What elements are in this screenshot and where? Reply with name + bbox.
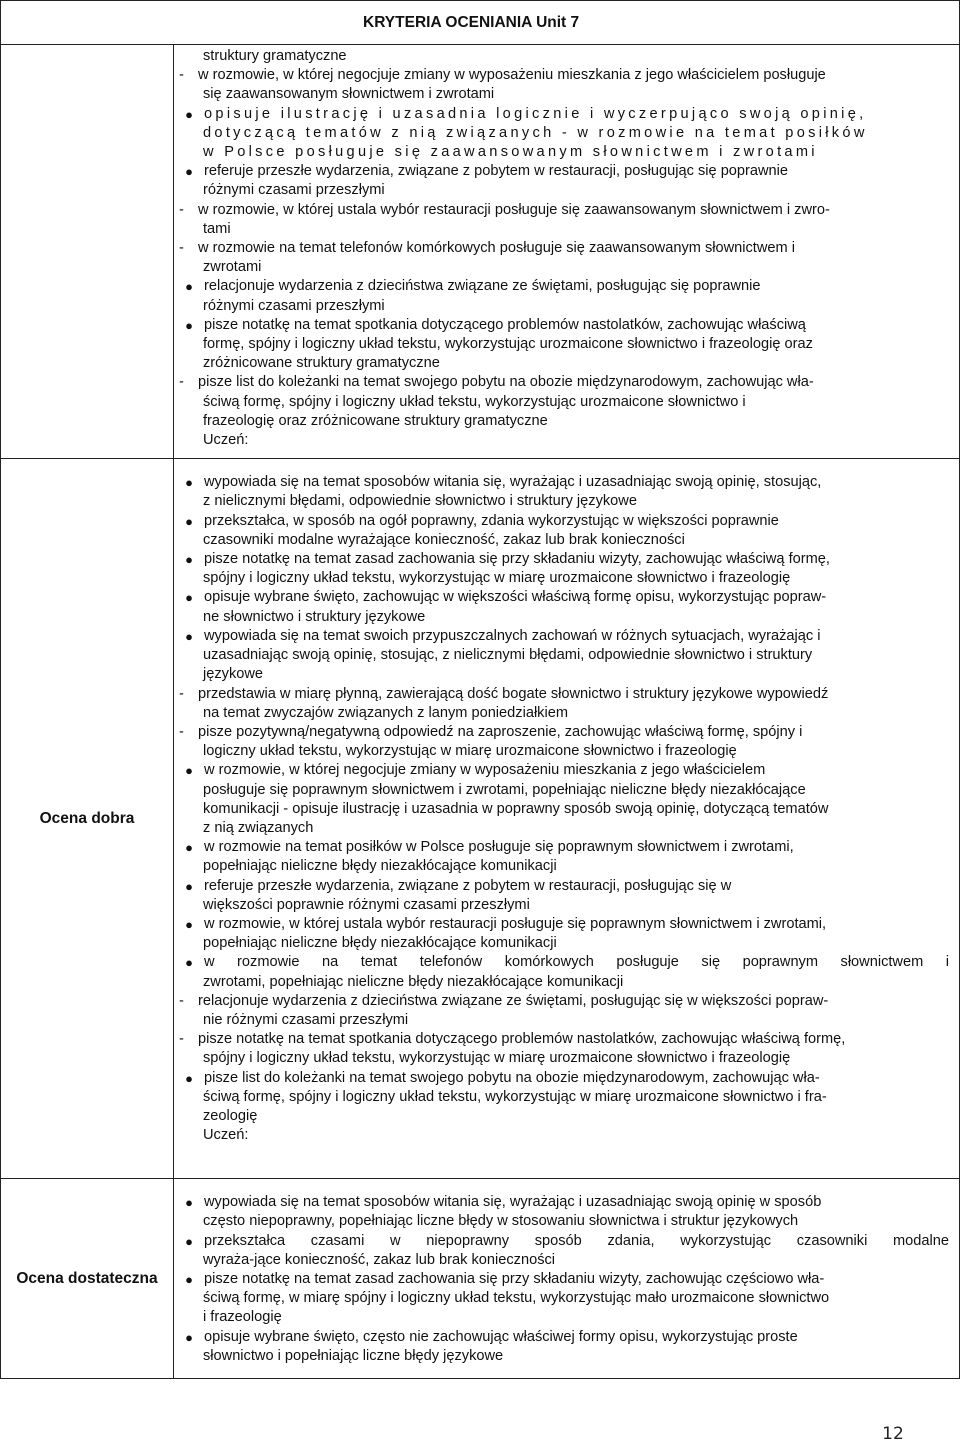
criterion-text: przekształca, w sposób na ogół poprawny, zdania wykorzystując w większości poprawnie: [204, 512, 779, 529]
grade-label: Ocena dobra: [1, 459, 174, 1179]
page-number: 12: [882, 1424, 904, 1444]
bullet-icon: ●: [185, 317, 193, 333]
dash-icon: -: [179, 1031, 184, 1048]
criterion-text: referuje przeszłe wydarzenia, związane z pobytem w restauracji, posługując się poprawnie: [204, 163, 789, 180]
header-row: [1, 1, 960, 45]
criterion-dash: [174, 66, 949, 85]
bullet-icon: ●: [185, 628, 193, 644]
criterion-bullet: [174, 1193, 949, 1212]
criterion-continuation: spójny i logiczny układ tekstu, wykorzystując w miarę urozmaicone słownictwo i frazeologię: [203, 1050, 791, 1067]
criterion-continuation: popełniając nieliczne błędy niezakłócające komunikacji: [203, 858, 557, 875]
criterion-continuation: na temat zwyczajów związanych z lanym poniedziałkiem: [203, 704, 568, 721]
spacer: [174, 461, 949, 473]
criterion-continuation: często niepoprawny, popełniając liczne błędy w stosowaniu słownictwa i struktur językowych: [203, 1213, 799, 1230]
dash-icon: -: [179, 240, 184, 257]
criterion-continuation: zeologię: [203, 1107, 258, 1124]
criterion-dash: [174, 992, 949, 1011]
criterion-text: w rozmowie, w której negocjuje zmiany w wyposażeniu mieszkania z jego właścicielem: [204, 762, 766, 779]
header-cell: [1, 1, 960, 45]
criterion-continuation: uzasadniając swoją opinię, stosując, z nielicznymi błędami, odpowiednie słownictwo i struktury: [203, 647, 813, 664]
criterion-bullet: [174, 277, 949, 296]
criterion-continuation: nie różnymi czasami przeszłymi: [203, 1011, 409, 1028]
criterion-continuation: wyraża-jące konieczność, zakaz lub brak konieczności: [203, 1251, 556, 1268]
criterion-continuation: logiczny układ tekstu, wykorzystując w miarę urozmaicone słownictwo i frazeologię: [203, 743, 737, 760]
bullet-icon: ●: [185, 1233, 193, 1249]
criterion-text: pisze notatkę na temat zasad zachowania się przy składaniu wizyty, zachowując właściwą formę,: [204, 551, 830, 568]
criterion-bullet: [174, 761, 949, 780]
criteria-cell: [174, 45, 960, 459]
bullet-icon: ●: [185, 1329, 193, 1345]
bullet-icon: ●: [185, 513, 193, 529]
criterion-continuation: struktury gramatyczne: [203, 48, 347, 64]
grade-label: Ocena dostateczna: [1, 1179, 174, 1379]
bullet-icon: ●: [185, 164, 193, 180]
criterion-bullet: [174, 473, 949, 492]
criterion-dash: [174, 723, 949, 742]
criterion-continuation: słownictwo i popełniając liczne błędy językowe: [203, 1347, 504, 1364]
criterion-text: wypowiada się na temat sposobów witania się, wyrażając i uzasadniając swoją opinię, stosując,: [204, 474, 822, 491]
criterion-continuation: dotyczącą tematów z nią związanych - w rozmowie na temat posiłków: [203, 124, 868, 141]
criterion-text: pisze list do koleżanki na temat swojego pobytu na obozie międzynarodowym, zachowując wła-: [204, 1069, 820, 1086]
criterion-continuation: spójny i logiczny układ tekstu, wykorzystując w miarę urozmaicone słownictwo i frazeologię: [203, 570, 791, 587]
criterion-continuation: ściwą formę, w miarę spójny i logiczny układ tekstu, wykorzystując mało urozmaicone słownictwo: [203, 1290, 830, 1307]
criterion-bullet: [174, 512, 949, 531]
grade-label: [1, 45, 174, 459]
criterion-continuation: z nią związanych: [203, 819, 314, 836]
criterion-dash: [174, 239, 949, 258]
criterion-text: opisuje ilustrację i uzasadnia logicznie i wyczerpująco swoją opinię,: [204, 105, 867, 122]
dash-icon: -: [179, 201, 184, 218]
bullet-icon: ●: [185, 763, 193, 779]
criterion-text: wypowiada się na temat swoich przypuszczalnych zachowań w różnych sytuacjach, wyrażając i: [204, 627, 821, 644]
criterion-dash: [174, 685, 949, 704]
bullet-icon: ●: [185, 552, 193, 568]
criterion-text: przedstawia w miarę płynną, zawierającą dość bogate słownictwo i struktury językowe wypowiedź: [198, 685, 829, 702]
criterion-continuation: komunikacji - opisuje ilustrację i uzasadnia w poprawny sposób swoją opinię, dotyczącą tematów: [203, 800, 829, 817]
bullet-icon: ●: [185, 1272, 193, 1288]
bullet-icon: ●: [185, 878, 193, 894]
criterion-continuation: się zaawansowanym słownictwem i zwrotami: [203, 86, 495, 103]
criterion-bullet: [174, 105, 949, 124]
bullet-icon: ●: [185, 1070, 193, 1086]
criterion-text: w rozmowie, w której ustala wybór restauracji posługuje się poprawnym słownictwem i zwrotami,: [204, 915, 827, 932]
criterion-bullet: [174, 1328, 949, 1347]
student-label: Uczeń:: [203, 1127, 249, 1144]
bullet-icon: ●: [185, 279, 193, 295]
criterion-continuation: frazeologię oraz zróżnicowane struktury gramatyczne: [203, 412, 548, 429]
criterion-continuation: ściwą formę, spójny i logiczny układ tekstu, wykorzystując w miarę urozmaicone słownictwo i fra-: [203, 1088, 827, 1105]
grade-row-dostateczna: [1, 1179, 960, 1379]
dash-icon: -: [179, 67, 184, 84]
criterion-text: relacjonuje wydarzenia z dzieciństwa związane ze świętami, posługując się w większości popraw-: [198, 992, 829, 1009]
bullet-icon: ●: [185, 916, 193, 932]
dash-icon: -: [179, 992, 184, 1009]
criterion-text: pisze notatkę na temat spotkania dotyczącego problemów nastolatków, zachowując właściwą: [204, 316, 806, 333]
criterion-text: pisze list do koleżanki na temat swojego pobytu na obozie międzynarodowym, zachowując wła-: [198, 374, 814, 391]
criterion-text: w rozmowie, w której negocjuje zmiany w wyposażeniu mieszkania z jego właścicielem posługuje: [198, 67, 826, 84]
criterion-text: relacjonuje wydarzenia z dzieciństwa związane ze świętami, posługując się poprawnie: [204, 278, 761, 295]
criterion-continuation: zwrotami, popełniając nieliczne błędy niezakłócające komunikacji: [203, 973, 624, 990]
criterion-bullet: [174, 953, 949, 972]
criterion-text: pisze notatkę na temat spotkania dotyczącego problemów nastolatków, zachowując właściwą formę,: [198, 1031, 846, 1048]
criteria-cell: [174, 1179, 960, 1379]
bullet-icon: ●: [185, 590, 193, 606]
criterion-bullet: [174, 316, 949, 335]
criterion-text: referuje przeszłe wydarzenia, związane z pobytem w restauracji, posługując się w: [204, 877, 732, 894]
criterion-continuation: i frazeologię: [203, 1309, 282, 1326]
criterion-bullet: [174, 1232, 949, 1251]
grade-row-dobra: [1, 459, 960, 1179]
criterion-text: w rozmowie na temat telefonów komórkowych posługuje się zaawansowanym słownictwem i: [198, 240, 795, 257]
criterion-continuation: większości poprawnie różnymi czasami przeszłymi: [203, 896, 530, 913]
spacer: [174, 1181, 949, 1193]
criterion-bullet: [174, 915, 949, 934]
criterion-continuation: ściwą formę, spójny i logiczny układ tekstu, wykorzystując urozmaicone słownictwo i: [203, 393, 746, 410]
criterion-dash: [174, 373, 949, 392]
criterion-continuation: popełniając nieliczne błędy niezakłócające komunikacji: [203, 935, 557, 952]
criterion-continuation: ne słownictwo i struktury językowe: [203, 608, 426, 625]
criterion-continuation: różnymi czasami przeszłymi: [203, 182, 385, 199]
criterion-continuation: zwrotami: [203, 259, 262, 276]
criterion-bullet: [174, 550, 949, 569]
criterion-continuation: czasowniki modalne wyrażające konieczność, zakaz lub brak konieczności: [203, 531, 685, 548]
criterion-continuation: posługuje się poprawnym słownictwem i zwrotami, popełniając nieliczne błędy niezakłócające: [203, 781, 806, 798]
criterion-dash: [174, 201, 949, 220]
dash-icon: -: [179, 723, 184, 740]
dash-icon: -: [179, 374, 184, 391]
criterion-continuation: formę, spójny i logiczny układ tekstu, wykorzystując urozmaicone słownictwo i frazeologię oraz: [203, 336, 813, 353]
criteria-cell: [174, 459, 960, 1179]
criterion-text: w rozmowie na temat telefonów komórkowych posługuje się poprawnym słownictwem i: [204, 954, 949, 971]
criterion-bullet: [174, 588, 949, 607]
criterion-text: opisuje wybrane święto, zachowując w większości właściwą formę opisu, wykorzystując popraw-: [204, 589, 827, 606]
criterion-text: pisze notatkę na temat zasad zachowania się przy składaniu wizyty, zachowując częściowo wła-: [204, 1271, 825, 1288]
criterion-bullet: [174, 877, 949, 896]
criterion-text: przekształca czasami w niepoprawny sposób zdania, wykorzystując czasowniki modalne: [204, 1232, 949, 1249]
criterion-continuation: z nielicznymi błędami, odpowiednie słownictwo i struktury językowe: [203, 493, 637, 510]
criterion-text: w rozmowie, w której ustala wybór restauracji posługuje się zaawansowanym słownictwem i zwro-: [198, 201, 830, 218]
criterion-text: w rozmowie na temat posiłków w Polsce posługuje się poprawnym słownictwem i zwrotami,: [204, 839, 794, 856]
criterion-bullet: [174, 162, 949, 181]
criterion-continuation: zróżnicowane struktury gramatyczne: [203, 355, 440, 372]
criterion-continuation: w Polsce posługuje się zaawansowanym słownictwem i zwrotami: [203, 144, 818, 161]
bullet-icon: ●: [185, 1195, 193, 1211]
criterion-bullet: [174, 1069, 949, 1088]
criterion-continuation: tami: [203, 220, 231, 237]
bullet-icon: ●: [185, 955, 193, 971]
bullet-icon: ●: [185, 840, 193, 856]
bullet-icon: ●: [185, 475, 193, 491]
criterion-continuation: językowe: [203, 666, 264, 683]
grade-row-top: [1, 45, 960, 459]
page-title: KRYTERIA OCENIANIA Unit 7: [363, 13, 580, 31]
criterion-dash: [174, 1030, 949, 1049]
bullet-icon: ●: [185, 106, 193, 122]
dash-icon: -: [179, 685, 184, 702]
criterion-bullet: [174, 627, 949, 646]
criterion-text: pisze pozytywną/negatywną odpowiedź na zaproszenie, zachowując właściwą formę, spójny i: [198, 723, 803, 740]
criterion-bullet: [174, 1270, 949, 1289]
criterion-continuation: różnymi czasami przeszłymi: [203, 297, 385, 314]
student-label: Uczeń:: [203, 432, 249, 449]
criterion-text: opisuje wybrane święto, często nie zachowując właściwej formy opisu, wykorzystując proste: [204, 1328, 798, 1345]
criterion-bullet: [174, 838, 949, 857]
criterion-text: wypowiada się na temat sposobów witania się, wyrażając i uzasadniając swoją opinię w sposób: [204, 1194, 822, 1211]
